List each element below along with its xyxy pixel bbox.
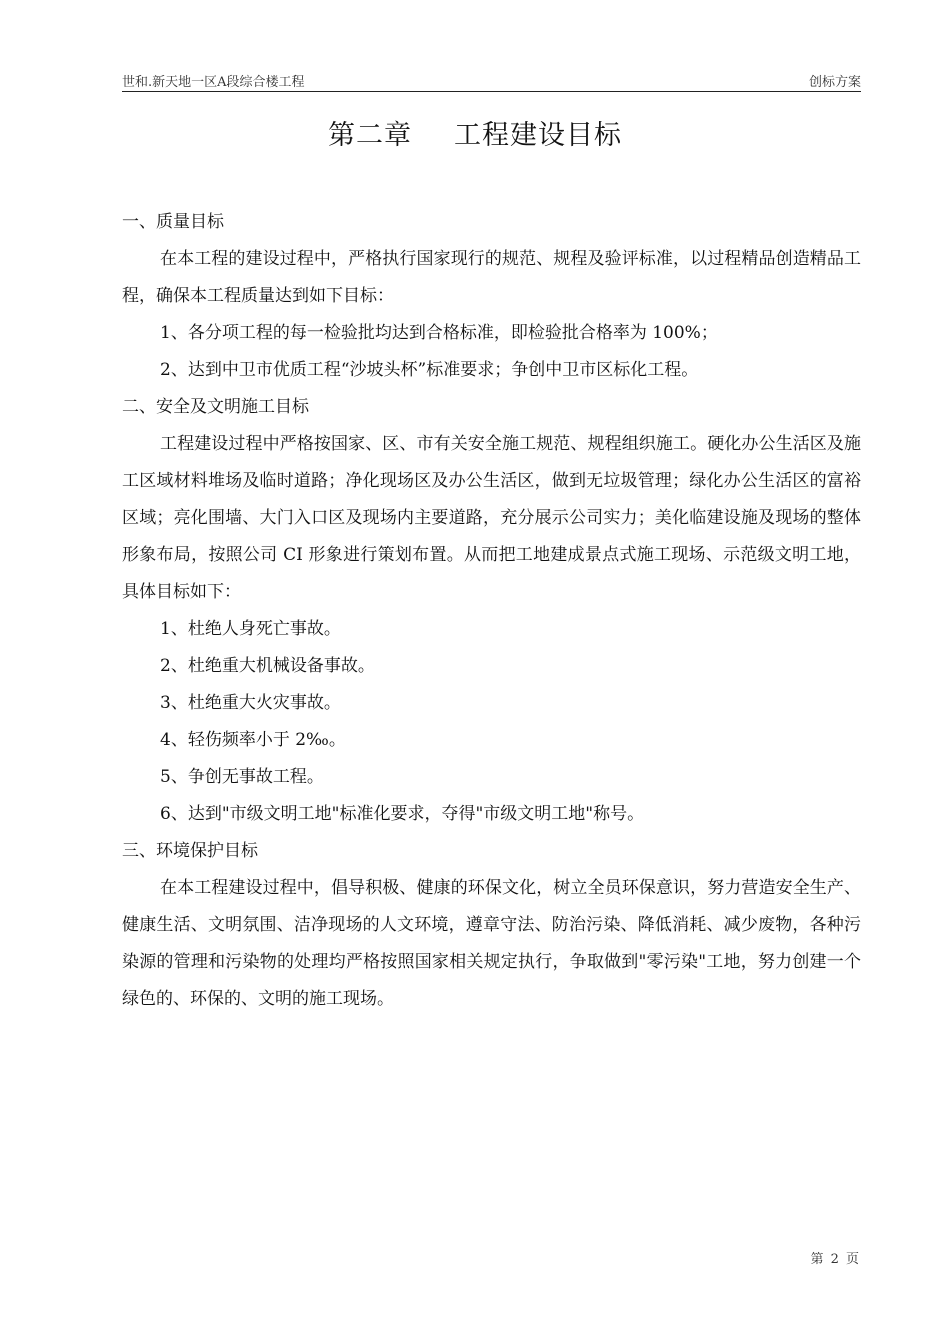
safety-item-2: 2、杜绝重大机械设备事故。 (160, 656, 375, 676)
safety-item-4: 4、轻伤频率小于 2‰。 (160, 730, 346, 750)
environment-intro-paragraph: 在本工程建设过程中，倡导积极、健康的环保文化，树立全员环保意识，努力营造安全生产、健康生活、文明氛围、洁净现场的人文环境，遵章守法、防治污染、降低消耗、减少废物，各种污染源的管理和污染物的处理均严格按照国家相关规定执行，争取做到"零污染"工地，努力创建一个绿色的、环保的、文明的施工现场。 (122, 878, 861, 1009)
page-header (122, 70, 861, 90)
quality-item-2: 2、达到中卫市优质工程“沙坡头杯”标准要求；争创中卫市区标化工程。 (160, 360, 699, 380)
header-document-type: 创标方案 (808, 75, 861, 90)
safety-item-3: 3、杜绝重大火灾事故。 (160, 693, 341, 713)
header-project-name: 世和.新天地一区A段综合楼工程 (122, 75, 305, 90)
quality-intro-paragraph: 在本工程的建设过程中，严格执行国家现行的规范、规程及验评标准，以过程精品创造精品工程，确保本工程质量达到如下目标： (122, 249, 861, 306)
safety-item-5: 5、争创无事故工程。 (160, 767, 324, 787)
chapter-title (0, 113, 950, 152)
header-divider (122, 91, 861, 92)
safety-item-1: 1、杜绝人身死亡事故。 (160, 619, 341, 639)
section-heading-quality: 一、质量目标 (122, 212, 224, 232)
document-body (122, 204, 861, 1018)
chapter-name: 工程建设目标 (454, 120, 622, 151)
section-heading-safety: 二、安全及文明施工目标 (122, 397, 309, 417)
chapter-number: 第二章 (328, 120, 412, 151)
safety-intro-paragraph: 工程建设过程中严格按国家、区、市有关安全施工规范、规程组织施工。硬化办公生活区及施工区域材料堆场及临时道路；净化现场区及办公生活区，做到无垃圾管理；绿化办公生活区的富裕区域；亮化围墙、大门入口区及现场内主要道路，充分展示公司实力；美化临建设施及现场的整体形象布局，按照公司 CI 形象进行策划布置。从而把工地建成景点式施工现场、示范级文明工地，具体目标如下： (122, 434, 861, 602)
quality-item-1: 1、各分项工程的每一检验批均达到合格标准，即检验批合格率为 100%； (160, 323, 718, 343)
page-number: 第 2 页 (810, 1252, 859, 1267)
section-heading-environment: 三、环境保护目标 (122, 841, 258, 861)
safety-item-6: 6、达到"市级文明工地"标准化要求，夺得"市级文明工地"称号。 (160, 804, 645, 824)
